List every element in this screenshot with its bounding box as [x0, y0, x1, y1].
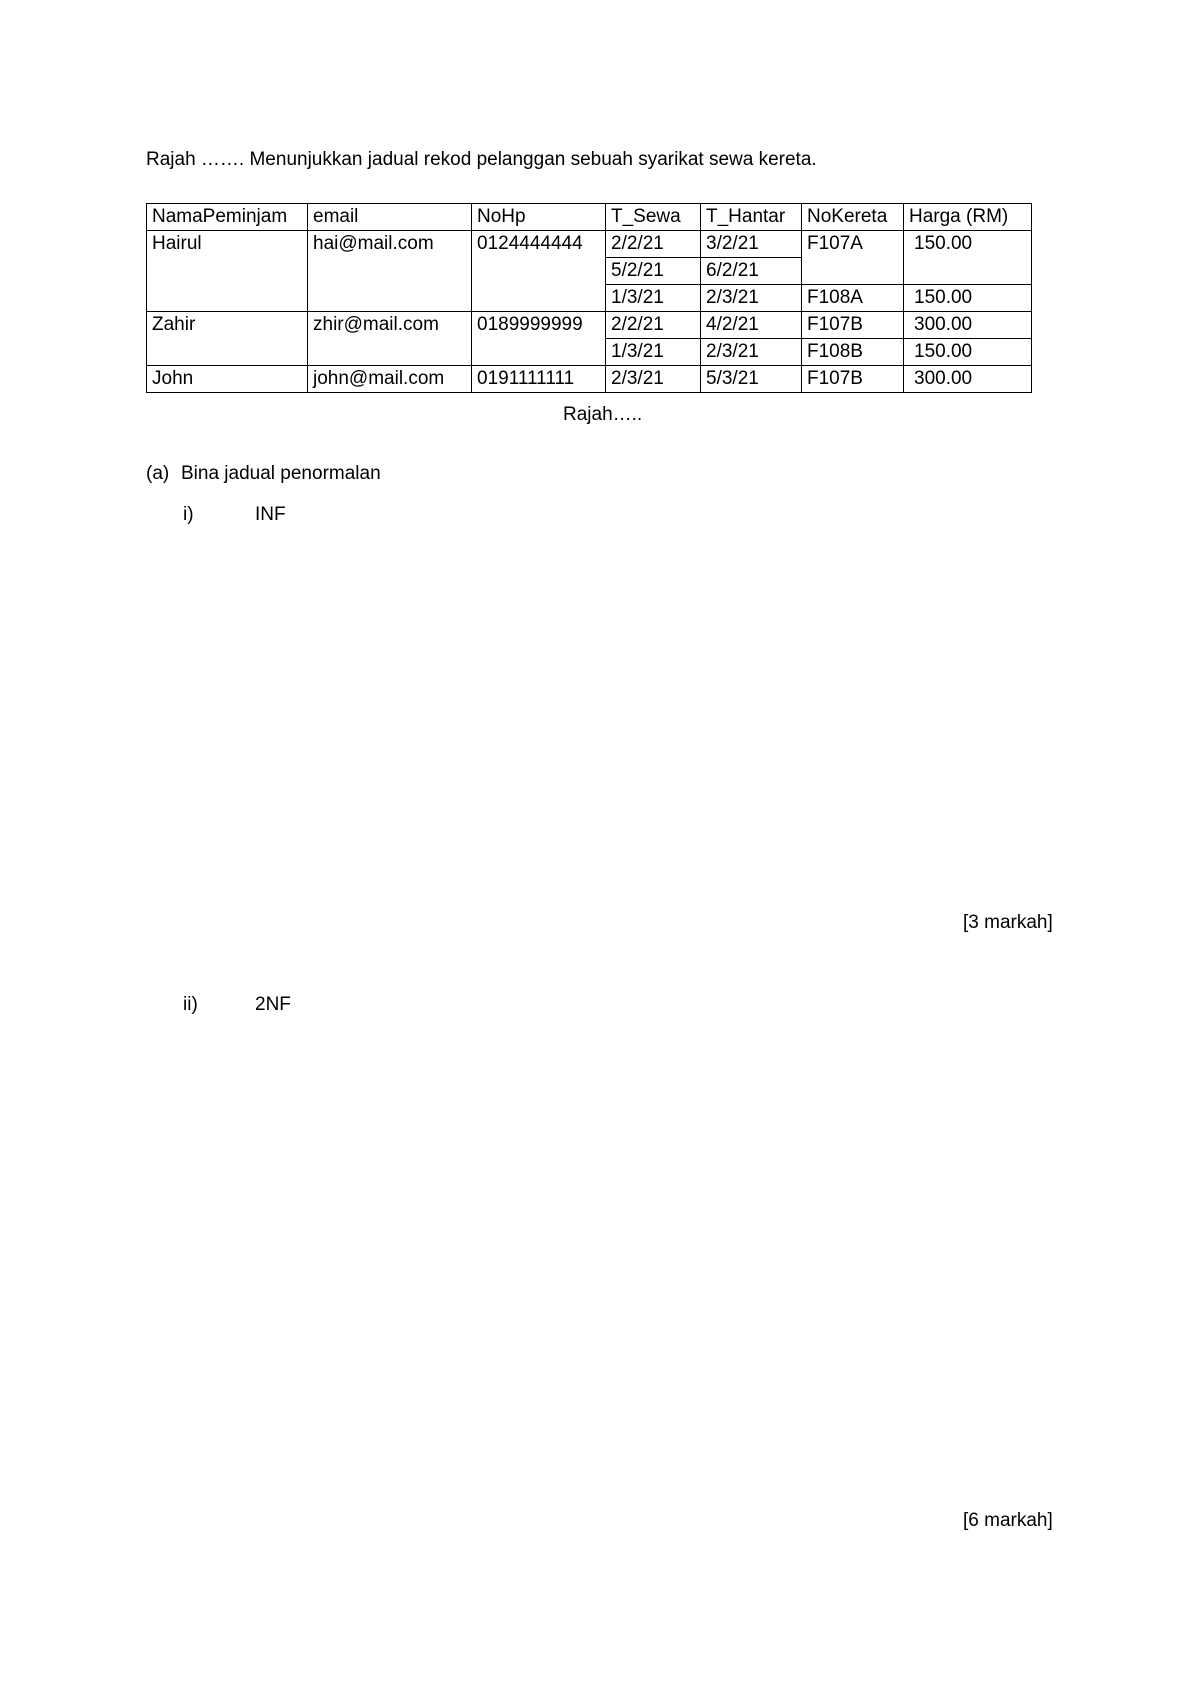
table-row — [147, 312, 1032, 339]
cell-email: john@mail.com — [308, 366, 472, 393]
header-cell: email — [308, 204, 472, 231]
header-cell: NoHp — [472, 204, 606, 231]
item-ii-label: ii) — [183, 994, 198, 1015]
header-cell: T_Hantar — [701, 204, 802, 231]
table-row — [147, 366, 1032, 393]
cell-no-kereta: F107B — [802, 366, 904, 393]
cell-no-kereta: F107B — [802, 312, 904, 339]
item-i-text: INF — [255, 504, 286, 525]
item-i-label: i) — [183, 504, 194, 525]
table-row — [147, 231, 1032, 258]
marks-item-ii: [6 markah] — [963, 1510, 1053, 1531]
cell-no-kereta: F108B — [802, 339, 904, 366]
marks-item-i: [3 markah] — [963, 912, 1053, 933]
item-ii-text: 2NF — [255, 994, 291, 1015]
cell-email: hai@mail.com — [308, 231, 472, 312]
header-cell: T_Sewa — [606, 204, 701, 231]
cell-harga: 150.00 — [904, 231, 1032, 285]
table-caption: Rajah….. — [563, 404, 643, 425]
cell-no-kereta: F108A — [802, 285, 904, 312]
cell-t-hantar: 2/3/21 — [701, 339, 802, 366]
table-header-row — [147, 204, 1032, 231]
cell-harga: 150.00 — [904, 339, 1032, 366]
cell-harga: 300.00 — [904, 366, 1032, 393]
cell-t-sewa: 2/2/21 — [606, 231, 701, 258]
cell-harga: 150.00 — [904, 285, 1032, 312]
intro-text: Rajah ……. Menunjukkan jadual rekod pelanggan sebuah syarikat sewa kereta. — [146, 149, 817, 170]
header-cell: NamaPeminjam — [147, 204, 308, 231]
cell-t-hantar: 3/2/21 — [701, 231, 802, 258]
header-cell: NoKereta — [802, 204, 904, 231]
cell-phone: 0124444444 — [472, 231, 606, 312]
cell-harga: 300.00 — [904, 312, 1032, 339]
cell-phone: 0191111111 — [472, 366, 606, 393]
header-cell: Harga (RM) — [904, 204, 1032, 231]
cell-t-hantar: 4/2/21 — [701, 312, 802, 339]
cell-t-sewa: 1/3/21 — [606, 339, 701, 366]
cell-name: Hairul — [147, 231, 308, 312]
cell-name: Zahir — [147, 312, 308, 366]
cell-t-sewa: 2/2/21 — [606, 312, 701, 339]
part-a-text: Bina jadual penormalan — [181, 463, 381, 484]
part-a-label: (a) — [146, 463, 170, 484]
rental-records-table — [146, 203, 1032, 393]
cell-phone: 0189999999 — [472, 312, 606, 366]
cell-name: John — [147, 366, 308, 393]
cell-t-sewa: 5/2/21 — [606, 258, 701, 285]
cell-t-hantar: 2/3/21 — [701, 285, 802, 312]
cell-t-hantar: 5/3/21 — [701, 366, 802, 393]
cell-t-hantar: 6/2/21 — [701, 258, 802, 285]
cell-no-kereta: F107A — [802, 231, 904, 285]
cell-t-sewa: 1/3/21 — [606, 285, 701, 312]
cell-email: zhir@mail.com — [308, 312, 472, 366]
cell-t-sewa: 2/3/21 — [606, 366, 701, 393]
